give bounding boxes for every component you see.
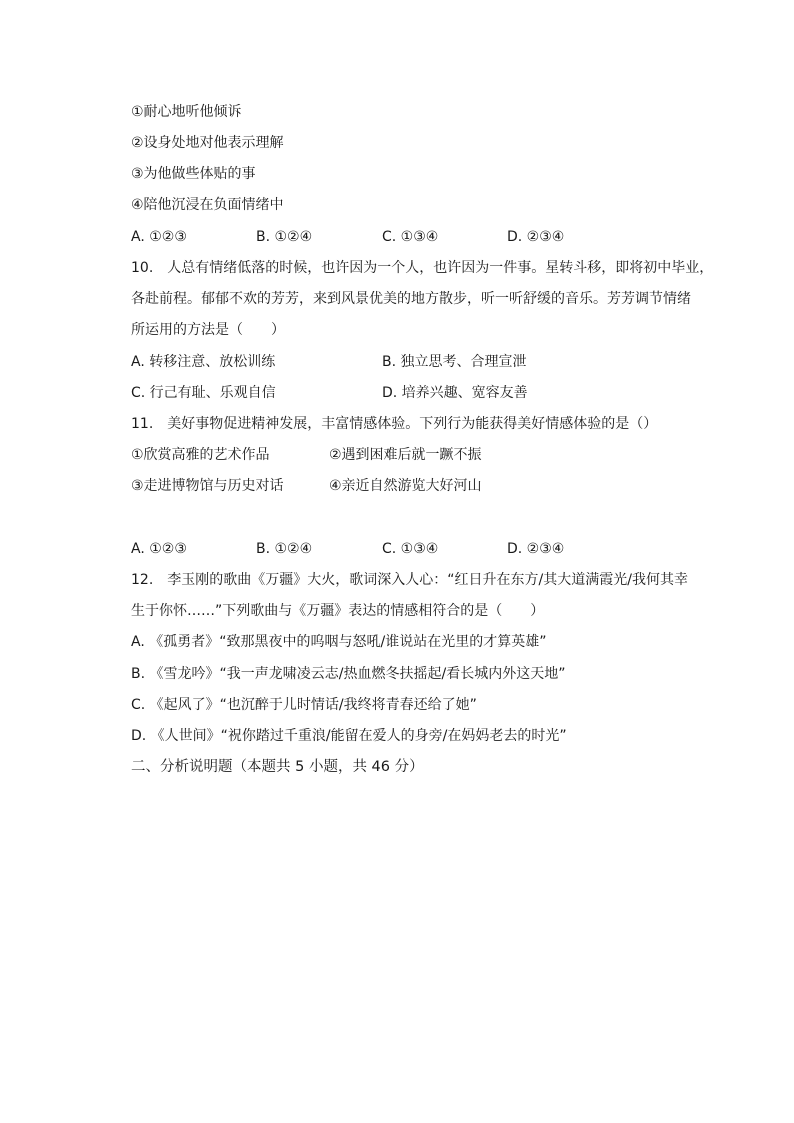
q9-option-d: D. ②③④ bbox=[507, 229, 565, 245]
q11-option-b: B. ①②④ bbox=[256, 541, 313, 557]
q10-option-c: C. 行己有耻、乐观自信 bbox=[131, 385, 276, 401]
q11-item-2: ②遇到困难后就一蹶不振 bbox=[329, 447, 482, 463]
section-heading: 二、分析说明题（本题共 5 小题，共 46 分） bbox=[131, 759, 424, 775]
q10-option-d: D. 培养兴趣、宽容友善 bbox=[382, 385, 528, 401]
q9-item-1: ①耐心地听他倾诉 bbox=[131, 104, 242, 120]
q12-stem-line-2: 生于你怀……”下列歌曲与《万疆》表达的情感相符合的是（ ） bbox=[131, 603, 545, 619]
q9-item-2: ②设身处地对他表示理解 bbox=[131, 135, 284, 151]
q9-option-c: C. ①③④ bbox=[382, 229, 439, 245]
q9-item-4: ④陪他沉浸在负面情绪中 bbox=[131, 197, 284, 213]
q12-option-c: C. 《起风了》“也沉醉于儿时情话/我终将青春还给了她” bbox=[131, 697, 477, 713]
q10-stem-line-3: 所运用的方法是（ ） bbox=[131, 322, 285, 338]
q12-option-a: A. 《孤勇者》“致那黑夜中的呜咽与怒吼/谁说站在光里的才算英雄” bbox=[131, 634, 547, 650]
q9-option-b: B. ①②④ bbox=[256, 229, 313, 245]
q12-stem-line-1: 12. 李玉刚的歌曲《万疆》大火，歌词深入人心：“红日升在东方/其大道满霞光/我何其幸 bbox=[131, 572, 688, 588]
q12-option-b: B. 《雪龙吟》“我一声龙啸凌云志/热血燃冬扶摇起/看长城内外这天地” bbox=[131, 666, 566, 682]
q11-item-3: ③走进博物馆与历史对话 bbox=[131, 478, 284, 494]
q11-item-1: ①欣赏高雅的艺术作品 bbox=[131, 447, 270, 463]
q10-stem-line-1: 10. 人总有情绪低落的时候，也许因为一个人，也许因为一件事。星转斗移，即将初中毕业， bbox=[131, 260, 714, 276]
q10-option-a: A. 转移注意、放松训练 bbox=[131, 354, 276, 370]
q11-option-d: D. ②③④ bbox=[507, 541, 565, 557]
q9-option-a: A. ①②③ bbox=[131, 229, 187, 245]
q11-item-4: ④亲近自然游览大好河山 bbox=[329, 478, 482, 494]
q11-option-c: C. ①③④ bbox=[382, 541, 439, 557]
q9-item-3: ③为他做些体贴的事 bbox=[131, 166, 256, 182]
q12-option-d: D. 《人世间》“祝你踏过千重浪/能留在爱人的身旁/在妈妈老去的时光” bbox=[131, 728, 567, 744]
q11-option-a: A. ①②③ bbox=[131, 541, 187, 557]
q10-stem-line-2: 各赴前程。郁郁不欢的芳芳，来到风景优美的地方散步，听一听舒缓的音乐。芳芳调节情绪 bbox=[131, 291, 691, 307]
q10-option-b: B. 独立思考、合理宣泄 bbox=[382, 354, 527, 370]
q11-stem: 11. 美好事物促进精神发展，丰富情感体验。下列行为能获得美好情感体验的是（） bbox=[131, 416, 658, 432]
